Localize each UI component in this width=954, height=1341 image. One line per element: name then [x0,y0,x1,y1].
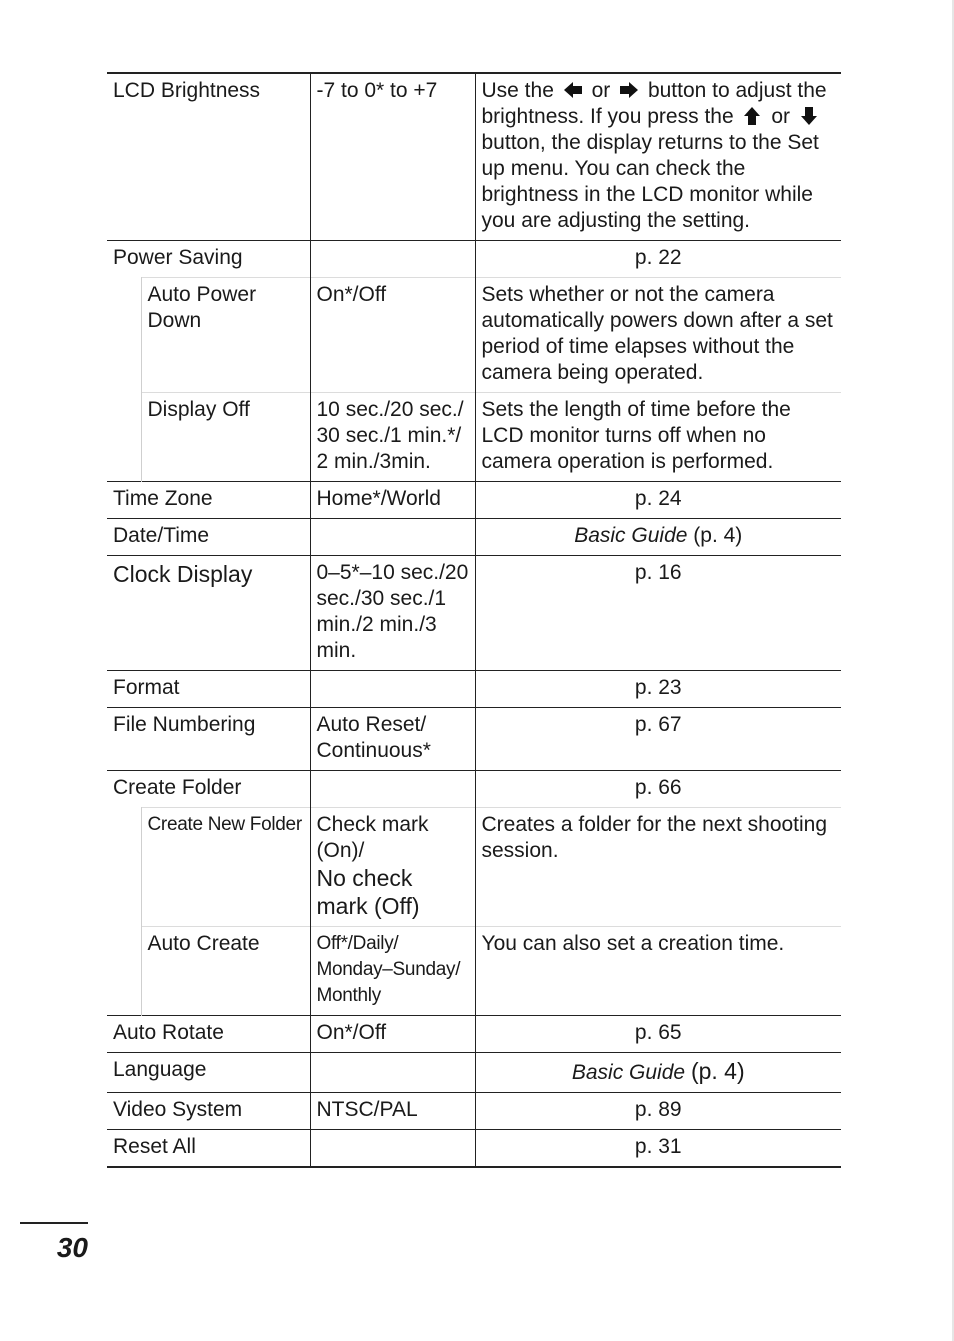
file-numbering-item: File Numbering [107,708,310,771]
auto-rotate-item: Auto Rotate [107,1016,310,1053]
power-saving-reference: p. 22 [475,241,841,278]
table-row-auto-rotate [107,1016,841,1053]
table-row-lcd-brightness [107,73,841,241]
table-row-auto-create [107,927,841,1016]
up-arrow-icon [742,106,762,126]
page-number-rule [20,1222,88,1224]
auto-create-options: Off*/Daily/ Monday–Sunday/ Monthly [310,927,475,1016]
create-new-folder-options: Check mark (On)/ No check mark (Off) [310,808,475,927]
clock-display-reference: p. 16 [475,556,841,671]
format-item: Format [107,671,310,708]
create-new-folder-item: Create New Folder [141,808,310,927]
table-row-reset-all [107,1130,841,1168]
file-numbering-reference: p. 67 [475,708,841,771]
time-zone-reference: p. 24 [475,482,841,519]
auto-create-item: Auto Create [141,927,310,1016]
table-row-format [107,671,841,708]
display-off-options: 10 sec./20 sec./ 30 sec./1 min.*/ 2 min./3min. [310,393,475,482]
format-reference: p. 23 [475,671,841,708]
create-folder-item: Create Folder [107,771,310,808]
video-system-options: NTSC/PAL [310,1093,475,1130]
lcd-brightness-item: LCD Brightness [107,73,310,241]
video-system-item: Video System [107,1093,310,1130]
table-row-video-system [107,1093,841,1130]
auto-power-down-item: Auto Power Down [141,278,310,393]
language-reference: Basic Guide (p. 4) [475,1053,841,1093]
clock-display-options: 0–5*–10 sec./20 sec./30 sec./1 min./2 min./3 min. [310,556,475,671]
table-row-time-zone [107,482,841,519]
date-time-reference: Basic Guide (p. 4) [475,519,841,556]
create-folder-reference: p. 66 [475,771,841,808]
language-item: Language [107,1053,310,1093]
settings-table [107,72,841,1168]
display-off-description: Sets the length of time before the LCD monitor turns off when no camera operation is performed. [475,393,841,482]
table-row-file-numbering [107,708,841,771]
table-row-display-off [107,393,841,482]
lcd-brightness-description: Use the or button to adjust the brightness. If you press the or button, the display returns to the Set up menu. You can check the brightness in the LCD monitor while you are adjusting the setting. [475,73,841,241]
lcd-brightness-options: -7 to 0* to +7 [310,73,475,241]
time-zone-options: Home*/World [310,482,475,519]
reset-all-item: Reset All [107,1130,310,1168]
clock-display-item: Clock Display [107,556,310,671]
create-new-folder-description: Creates a folder for the next shooting session. [475,808,841,927]
date-time-item: Date/Time [107,519,310,556]
auto-rotate-options: On*/Off [310,1016,475,1053]
table-row-clock-display [107,556,841,671]
table-row-create-folder [107,771,841,808]
reset-all-reference: p. 31 [475,1130,841,1168]
right-arrow-icon [619,80,639,100]
display-off-item: Display Off [141,393,310,482]
auto-rotate-reference: p. 65 [475,1016,841,1053]
table-row-date-time [107,519,841,556]
table-row-power-saving [107,241,841,278]
time-zone-item: Time Zone [107,482,310,519]
video-system-reference: p. 89 [475,1093,841,1130]
left-arrow-icon [563,80,583,100]
down-arrow-icon [799,106,819,126]
table-row-language [107,1053,841,1093]
table-row-auto-power-down [107,278,841,393]
auto-create-description: You can also set a creation time. [475,927,841,1016]
power-saving-item: Power Saving [107,241,310,278]
auto-power-down-description: Sets whether or not the camera automatically powers down after a set period of time elapses without the camera being operated. [475,278,841,393]
page-number: 30 [56,1232,88,1263]
auto-power-down-options: On*/Off [310,278,475,393]
file-numbering-options: Auto Reset/ Continuous* [310,708,475,771]
table-row-create-new-folder [107,808,841,927]
